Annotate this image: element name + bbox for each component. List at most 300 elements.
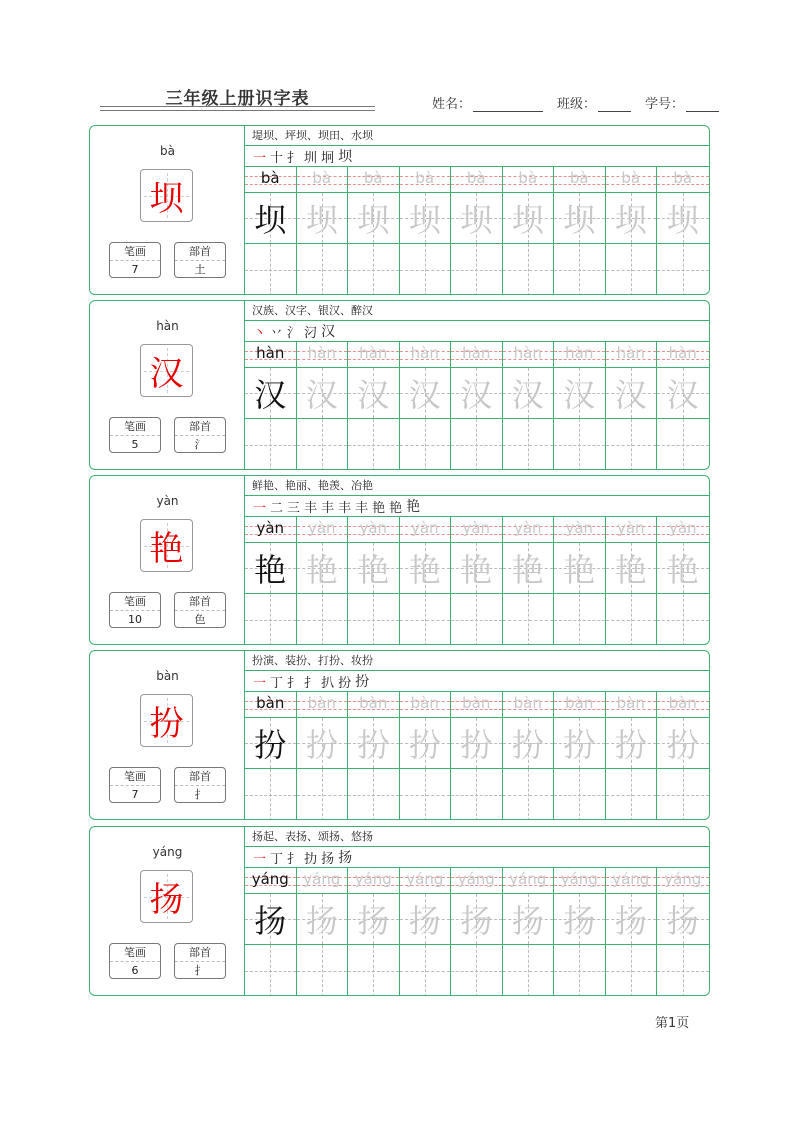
stroke-step: 三 [287,500,301,516]
radical-label: 部首 [175,768,225,786]
pinyin-cell[interactable] [400,692,451,718]
stroke-step: 扌 [304,675,318,691]
stroke-count-value: 6 [131,964,139,977]
character-card [89,650,710,820]
number-blank[interactable] [686,97,719,112]
stroke-step: 氵 [287,325,301,341]
stroke-step: 扌 [287,851,301,867]
character-card [89,475,710,645]
practice-column [554,517,606,645]
stroke-step: 二 [270,500,284,516]
trace-box[interactable] [606,718,657,769]
pinyin-trace: hàn [307,344,336,362]
pinyin-cell[interactable] [245,868,296,894]
blank-practice-box[interactable] [400,594,451,645]
blank-practice-box[interactable] [451,594,502,645]
blank-practice-box[interactable] [503,945,554,996]
practice-column [657,517,709,645]
practice-column [297,692,349,820]
stroke-step: 丰 [338,500,352,516]
character-display-box [140,169,193,222]
blank-practice-box[interactable] [606,945,657,996]
trace-box[interactable] [554,894,605,945]
stroke-count-value: 7 [131,263,139,276]
blank-practice-box[interactable] [503,769,554,820]
pinyin-cell[interactable] [606,692,657,718]
stroke-count-box [109,943,161,979]
practice-column [245,517,297,645]
stroke-count-label: 笔画 [110,593,160,611]
pinyin-cell[interactable] [348,868,399,894]
blank-practice-box[interactable] [657,594,709,645]
blank-practice-box[interactable] [297,419,348,470]
featured-character: 坝 [149,179,184,219]
practice-column [503,692,555,820]
pinyin-trace: bàn [616,694,645,712]
trace-box[interactable] [554,193,605,244]
character-trace: 扬 [563,902,596,940]
blank-practice-box[interactable] [606,419,657,470]
character-trace: 扮 [666,726,699,764]
character-trace: 坝 [357,201,390,239]
practice-column [451,167,503,295]
blank-practice-box[interactable] [451,419,502,470]
trace-box[interactable] [245,368,296,419]
practice-grid [245,517,709,645]
practice-column [245,692,297,820]
pinyin-trace: yàn [513,519,542,537]
practice-column [503,342,555,470]
practice-column [606,517,658,645]
trace-box[interactable] [503,894,554,945]
trace-box[interactable] [606,543,657,594]
pinyin-cell[interactable] [657,868,709,894]
practice-column [451,517,503,645]
blank-practice-box[interactable] [657,945,709,996]
trace-box[interactable] [297,894,348,945]
blank-practice-box[interactable] [348,945,399,996]
blank-practice-box[interactable] [245,419,296,470]
stroke-step: 丷 [270,325,284,341]
trace-box[interactable] [503,543,554,594]
character-info-panel [90,126,245,294]
character-example: 坝 [254,201,287,239]
pinyin-cell[interactable] [297,342,348,368]
character-example: 扬 [254,902,287,940]
practice-column [348,868,400,996]
example-words: 鲜艳、艳丽、艳羡、冶艳 [245,476,709,496]
pinyin-trace: yàn [668,519,697,537]
pinyin-cell[interactable] [554,342,605,368]
pinyin-trace: hàn [668,344,697,362]
trace-box[interactable] [451,543,502,594]
stroke-step: 坰 [321,150,335,166]
blank-practice-box[interactable] [657,419,709,470]
stroke-step: 坝 [338,149,353,165]
blank-practice-box[interactable] [400,419,451,470]
trace-box[interactable] [348,368,399,419]
radical-value: 扌 [194,964,206,977]
trace-box[interactable] [657,718,709,769]
practice-column [245,342,297,470]
character-trace: 艳 [511,551,544,589]
practice-panel [245,476,709,644]
pinyin-cell[interactable] [245,167,296,193]
pinyin-cell[interactable] [503,342,554,368]
trace-box[interactable] [554,368,605,419]
stroke-step: 扌 [287,150,301,166]
pinyin-cell[interactable] [554,868,605,894]
pinyin-cell[interactable] [348,517,399,543]
trace-box[interactable] [297,718,348,769]
pinyin-trace: bàn [307,694,336,712]
pinyin-cell[interactable] [245,692,296,718]
stroke-step: 扒 [321,675,335,691]
radical-box [174,767,226,803]
character-trace: 扮 [614,726,647,764]
trace-box[interactable] [451,718,502,769]
practice-column [400,692,452,820]
trace-box[interactable] [451,193,502,244]
trace-box[interactable] [503,368,554,419]
class-blank[interactable] [598,97,631,112]
pinyin-cell[interactable] [657,342,709,368]
practice-column [245,167,297,295]
pinyin-trace: yáng [457,870,495,888]
pinyin-trace: yáng [509,870,547,888]
trace-box[interactable] [451,894,502,945]
practice-column [297,342,349,470]
pinyin-trace: bà [673,169,693,187]
character-trace: 坝 [666,201,699,239]
blank-practice-box[interactable] [400,244,451,295]
pinyin-trace: yàn [307,519,336,537]
character-info-panel [90,301,245,469]
stroke-order [245,146,709,167]
pinyin-trace: yáng [406,870,444,888]
character-example: 艳 [254,551,287,589]
character-trace: 汉 [511,376,544,414]
stroke-count-value: 5 [131,438,139,451]
practice-column [297,868,349,996]
pinyin-cell[interactable] [503,692,554,718]
pinyin-cell[interactable] [297,167,348,193]
pinyin-cell[interactable] [348,692,399,718]
practice-panel [245,301,709,469]
blank-practice-box[interactable] [245,945,296,996]
blank-practice-box[interactable] [297,244,348,295]
trace-box[interactable] [297,368,348,419]
pinyin-trace: bàn [462,694,491,712]
blank-practice-box[interactable] [297,594,348,645]
pinyin-cell[interactable] [554,517,605,543]
trace-box[interactable] [245,543,296,594]
character-trace: 扮 [357,726,390,764]
stroke-step: 扐 [304,851,318,867]
practice-column [451,868,503,996]
pinyin-trace: yàn [359,519,388,537]
pinyin-example: bàn [256,694,285,712]
class-label: 班级： [557,97,597,112]
character-trace: 艳 [357,551,390,589]
practice-column [554,868,606,996]
character-display-box [140,519,193,572]
trace-box[interactable] [297,543,348,594]
pinyin-cell[interactable] [400,167,451,193]
pinyin-cell[interactable] [606,868,657,894]
pinyin-trace: bà [569,169,589,187]
character-trace: 汉 [460,376,493,414]
pinyin-cell[interactable] [348,167,399,193]
pinyin-trace: hàn [565,344,594,362]
character-trace: 扮 [563,726,596,764]
name-blank[interactable] [473,97,543,112]
pinyin-cell[interactable] [657,692,709,718]
practice-column [657,868,709,996]
pinyin-cell[interactable] [554,167,605,193]
pinyin-trace: yáng [354,870,392,888]
trace-box[interactable] [400,894,451,945]
character-display-box [140,694,193,747]
character-trace: 艳 [305,551,338,589]
blank-practice-box[interactable] [245,594,296,645]
example-words: 扬起、表扬、颂扬、悠扬 [245,827,709,847]
stroke-step: 艳 [406,499,421,515]
trace-box[interactable] [451,368,502,419]
character-trace: 坝 [511,201,544,239]
trace-box[interactable] [554,718,605,769]
pinyin-cell[interactable] [451,692,502,718]
character-trace: 坝 [460,201,493,239]
character-trace: 扬 [614,902,647,940]
trace-box[interactable] [297,193,348,244]
stroke-count-label: 笔画 [110,418,160,436]
blank-practice-box[interactable] [554,244,605,295]
pinyin-cell[interactable] [348,342,399,368]
example-words: 汉族、汉字、银汉、醉汉 [245,301,709,321]
blank-practice-box[interactable] [503,594,554,645]
character-card [89,826,710,996]
blank-practice-box[interactable] [348,769,399,820]
radical-value: 色 [194,613,206,626]
radical-box [174,592,226,628]
radical-label: 部首 [175,944,225,962]
pinyin-cell[interactable] [554,692,605,718]
pinyin-cell[interactable] [297,868,348,894]
pinyin-cell[interactable] [451,868,502,894]
pinyin-trace: hàn [616,344,645,362]
trace-box[interactable] [400,368,451,419]
practice-grid [245,342,709,470]
practice-panel [245,651,709,819]
character-trace: 汉 [357,376,390,414]
pinyin-cell[interactable] [245,342,296,368]
character-pinyin: bà [160,144,175,158]
example-words: 扮演、装扮、打扮、妆扮 [245,651,709,671]
stroke-step: 丰 [355,500,369,516]
blank-practice-box[interactable] [451,769,502,820]
practice-grid [245,167,709,295]
blank-practice-box[interactable] [503,244,554,295]
blank-practice-box[interactable] [554,419,605,470]
trace-box[interactable] [606,368,657,419]
blank-practice-box[interactable] [245,769,296,820]
pinyin-cell[interactable] [400,868,451,894]
blank-practice-box[interactable] [348,419,399,470]
pinyin-trace: yáng [560,870,598,888]
trace-box[interactable] [348,193,399,244]
radical-box [174,943,226,979]
trace-box[interactable] [245,894,296,945]
practice-column [503,517,555,645]
number-label: 学号： [645,97,685,112]
practice-column [451,342,503,470]
radical-box [174,242,226,278]
pinyin-trace: bà [466,169,486,187]
trace-box[interactable] [606,894,657,945]
pinyin-cell[interactable] [451,342,502,368]
blank-practice-box[interactable] [554,594,605,645]
trace-box[interactable] [400,193,451,244]
practice-column [348,692,400,820]
trace-box[interactable] [606,193,657,244]
stroke-step: 扮 [338,675,352,691]
character-pinyin: hàn [156,319,179,333]
pinyin-cell[interactable] [503,868,554,894]
pinyin-cell[interactable] [400,342,451,368]
blank-practice-box[interactable] [657,769,709,820]
radical-box [174,417,226,453]
blank-practice-box[interactable] [400,945,451,996]
trace-box[interactable] [245,718,296,769]
stroke-step: 丁 [270,675,284,691]
pinyin-cell[interactable] [606,342,657,368]
character-pinyin: yàn [156,494,179,508]
trace-box[interactable] [348,543,399,594]
stroke-step: 一 [253,675,267,691]
pinyin-cell[interactable] [606,167,657,193]
practice-column [451,692,503,820]
stroke-step: 十 [270,150,284,166]
practice-column [554,692,606,820]
character-trace: 坝 [305,201,338,239]
pinyin-trace: yáng [303,870,341,888]
stroke-step: 丰 [321,500,335,516]
character-example: 扮 [254,726,287,764]
pinyin-cell[interactable] [451,517,502,543]
title-underline [100,110,375,111]
blank-practice-box[interactable] [554,945,605,996]
character-trace: 扬 [460,902,493,940]
stroke-count-box [109,417,161,453]
pinyin-cell[interactable] [657,517,709,543]
trace-box[interactable] [400,718,451,769]
character-trace: 艳 [408,551,441,589]
stroke-step: 艳 [389,500,403,516]
pinyin-cell[interactable] [503,167,554,193]
trace-box[interactable] [348,718,399,769]
pinyin-trace: hàn [359,344,388,362]
practice-column [606,342,658,470]
blank-practice-box[interactable] [503,419,554,470]
character-trace: 扬 [408,902,441,940]
practice-column [503,167,555,295]
character-trace: 坝 [614,201,647,239]
pinyin-trace: bà [363,169,383,187]
practice-column [606,167,658,295]
stroke-step: 汉 [321,324,336,340]
pinyin-trace: hàn [462,344,491,362]
pinyin-cell[interactable] [606,517,657,543]
pinyin-cell[interactable] [657,167,709,193]
trace-box[interactable] [503,718,554,769]
pinyin-cell[interactable] [297,692,348,718]
pinyin-trace: hàn [410,344,439,362]
blank-practice-box[interactable] [554,769,605,820]
pinyin-trace: bàn [513,694,542,712]
pinyin-cell[interactable] [451,167,502,193]
blank-practice-box[interactable] [400,769,451,820]
featured-character: 扬 [149,880,184,920]
stroke-count-label: 笔画 [110,944,160,962]
pinyin-cell[interactable] [245,517,296,543]
stroke-step: 扬 [338,850,353,866]
blank-practice-box[interactable] [451,945,502,996]
trace-box[interactable] [503,193,554,244]
trace-box[interactable] [348,894,399,945]
blank-practice-box[interactable] [245,244,296,295]
pinyin-cell[interactable] [503,517,554,543]
blank-practice-box[interactable] [606,594,657,645]
practice-column [657,342,709,470]
trace-box[interactable] [657,543,709,594]
pinyin-cell[interactable] [400,517,451,543]
trace-box[interactable] [245,193,296,244]
character-trace: 汉 [614,376,647,414]
blank-practice-box[interactable] [297,945,348,996]
trace-box[interactable] [657,894,709,945]
trace-box[interactable] [554,543,605,594]
blank-practice-box[interactable] [348,594,399,645]
pinyin-cell[interactable] [297,517,348,543]
stroke-step: 一 [253,851,267,867]
stroke-count-box [109,767,161,803]
stroke-count-box [109,242,161,278]
example-words: 堤坝、坪坝、坝田、水坝 [245,126,709,146]
blank-practice-box[interactable] [606,244,657,295]
character-trace: 汉 [408,376,441,414]
radical-label: 部首 [175,593,225,611]
stroke-count-label: 笔画 [110,243,160,261]
practice-column [400,167,452,295]
trace-box[interactable] [400,543,451,594]
radical-label: 部首 [175,418,225,436]
blank-practice-box[interactable] [297,769,348,820]
featured-character: 扮 [149,704,184,744]
practice-column [554,342,606,470]
pinyin-trace: bà [312,169,332,187]
pinyin-trace: bàn [668,694,697,712]
blank-practice-box[interactable] [451,244,502,295]
trace-box[interactable] [657,193,709,244]
trace-box[interactable] [657,368,709,419]
character-card [89,125,710,295]
practice-column [348,517,400,645]
blank-practice-box[interactable] [657,244,709,295]
practice-column [400,517,452,645]
blank-practice-box[interactable] [348,244,399,295]
blank-practice-box[interactable] [606,769,657,820]
